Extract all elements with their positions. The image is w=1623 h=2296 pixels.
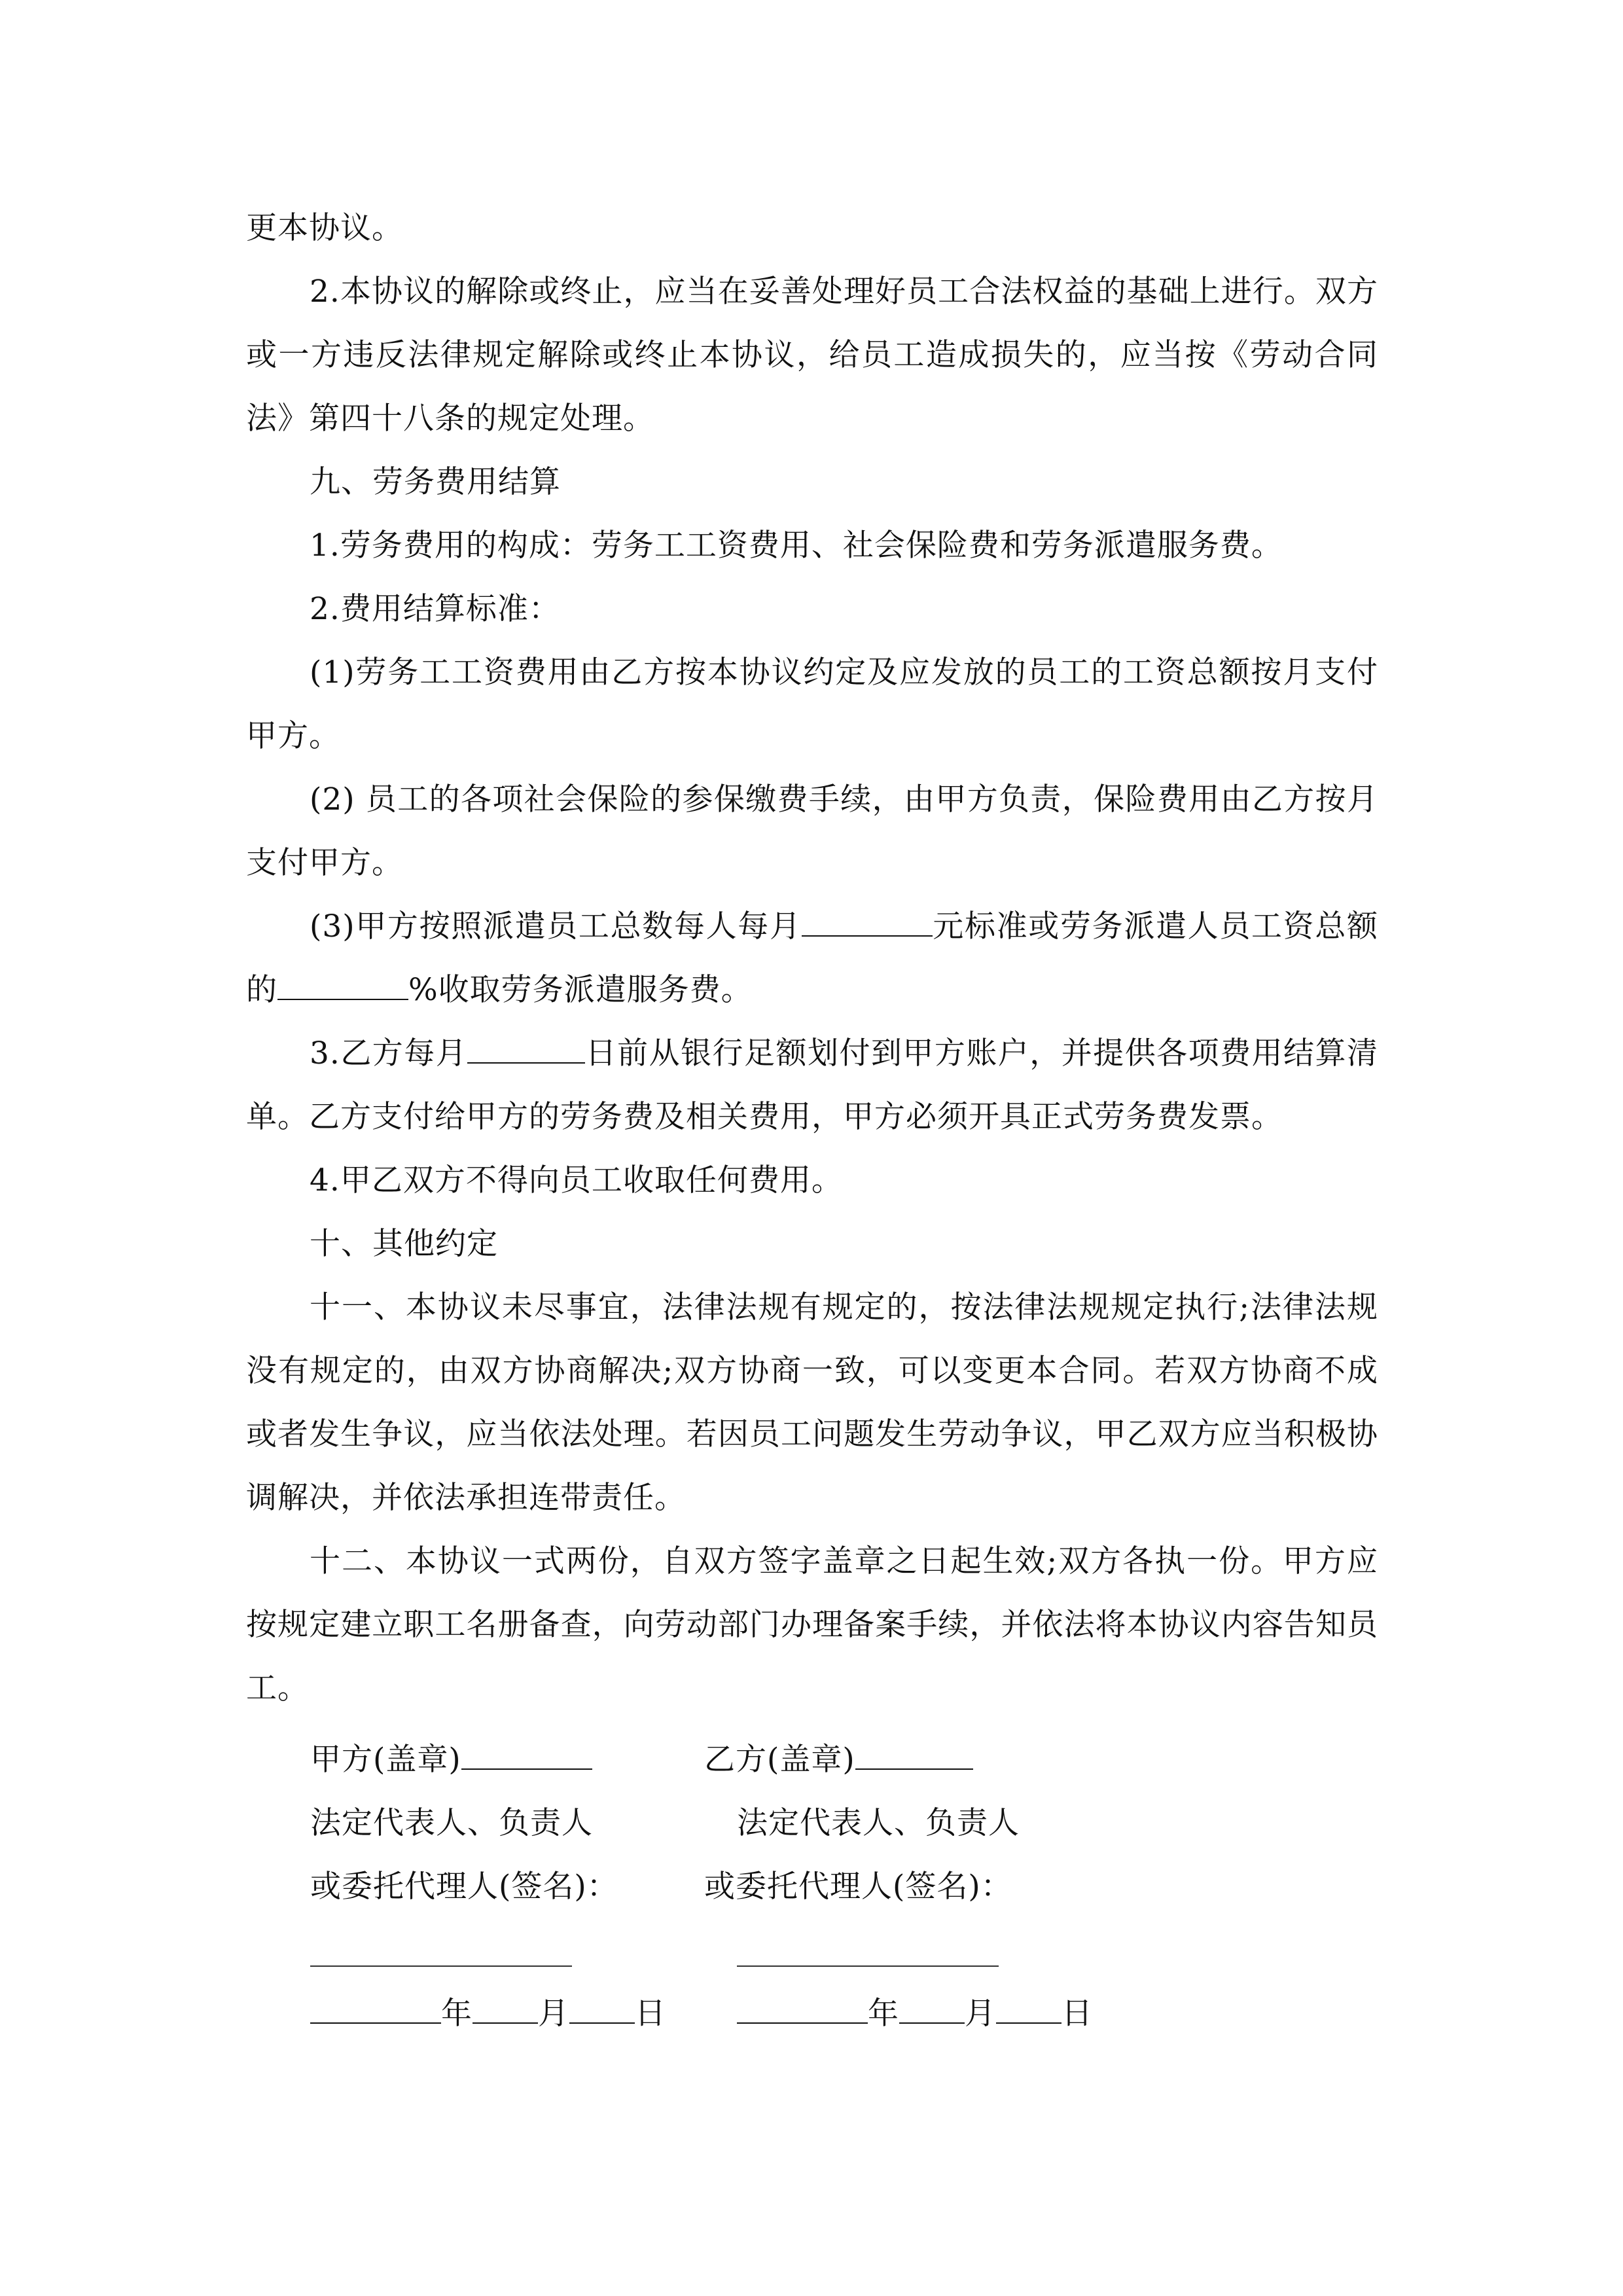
paragraph-social-insurance: (2) 员工的各项社会保险的参保缴费手续，由甲方负责，保险费用由乙方按月支付甲方。 xyxy=(246,781,1378,881)
paragraph-continuation: 更本协议。 xyxy=(246,210,403,246)
party-b-agent-label: 或委托代理人(签名)： xyxy=(704,1869,1012,1905)
party-b-signature-row xyxy=(704,1918,1097,1982)
party-a-signature-line[interactable] xyxy=(310,1965,572,1967)
paragraph-wage-cost: (1)劳务工工资费用由乙方按本协议约定及应发放的员工的工资总额按月支付甲方。 xyxy=(246,655,1378,754)
section-heading-fee-settlement: 九、劳务费用结算 xyxy=(310,464,561,500)
party-b-seal-blank[interactable] xyxy=(855,1738,973,1770)
party-a-agent-label: 或委托代理人(签名)： xyxy=(310,1869,618,1905)
payment-text-1: 3.乙方每月 xyxy=(310,1035,468,1071)
paragraph-clause-twelve: 十二、本协议一式两份，自双方签字盖章之日起生效;双方各执一份。甲方应按规定建立职工名册备查，向劳动部门办理备案手续，并依法将本协议内容告知员工。 xyxy=(246,1543,1378,1706)
party-b-month-label: 月 xyxy=(965,1996,996,2032)
paragraph-no-fees: 4.甲乙双方不得向员工收取任何费用。 xyxy=(310,1162,843,1198)
party-a-signature-row xyxy=(310,1918,677,1982)
party-b-year-label: 年 xyxy=(868,1996,899,2032)
party-a-month-blank[interactable] xyxy=(473,1992,538,2024)
party-a-month-label: 月 xyxy=(538,1996,569,2032)
party-a-day-blank[interactable] xyxy=(569,1992,635,2024)
party-a-rep-label: 法定代表人、负责人 xyxy=(310,1805,593,1841)
party-a-date-row xyxy=(310,1982,677,2045)
service-fee-percent-blank[interactable] xyxy=(277,969,408,1000)
party-b-seal-label: 乙方(盖章) xyxy=(704,1742,855,1778)
party-b-month-blank[interactable] xyxy=(899,1992,965,2024)
signature-block-party-a xyxy=(310,1728,677,2045)
party-b-rep-label: 法定代表人、负责人 xyxy=(737,1805,1020,1841)
paragraph-fee-composition: 1.劳务费用的构成：劳务工工资费用、社会保险费和劳务派遣服务费。 xyxy=(310,528,1283,564)
paragraph-payment-date xyxy=(246,1022,1378,1149)
party-a-seal-row xyxy=(310,1728,677,1791)
service-fee-text-1: (3)甲方按照派遣员工总数每人每月 xyxy=(310,908,802,944)
payment-day-blank[interactable] xyxy=(467,1032,585,1064)
party-a-seal-blank[interactable] xyxy=(461,1738,592,1770)
party-a-day-label: 日 xyxy=(635,1996,666,2032)
service-fee-amount-blank[interactable] xyxy=(802,905,933,937)
section-heading-other: 十、其他约定 xyxy=(310,1226,498,1262)
party-b-seal-row xyxy=(704,1728,1097,1791)
signature-block-party-b xyxy=(704,1728,1097,2045)
paragraph-clause-eleven: 十一、本协议未尽事宜，法律法规有规定的，按法律法规规定执行;法律法规没有规定的，由双方协商解决;双方协商一致，可以变更本合同。若双方协商不成或者发生争议，应当依法处理。若因员工问题发生劳动争议，甲乙双方应当积极协调解决，并依法承担连带责任。 xyxy=(246,1289,1378,1516)
party-b-date-row xyxy=(704,1982,1097,2045)
party-b-day-label: 日 xyxy=(1061,1996,1093,2032)
party-a-seal-label: 甲方(盖章) xyxy=(310,1742,461,1778)
paragraph-settlement-standard: 2.费用结算标准： xyxy=(310,591,560,627)
party-b-day-blank[interactable] xyxy=(996,1992,1061,2024)
paragraph-termination: 2.本协议的解除或终止，应当在妥善处理好员工合法权益的基础上进行。双方或一方违反法律规定解除或终止本协议，给员工造成损失的，应当按《劳动合同法》第四十八条的规定处理。 xyxy=(246,274,1378,437)
party-b-signature-line[interactable] xyxy=(737,1965,999,1967)
party-a-year-blank[interactable] xyxy=(310,1992,441,2024)
agreement-body xyxy=(246,196,1378,1720)
party-b-year-blank[interactable] xyxy=(737,1992,868,2024)
service-fee-text-3: %收取劳务派遣服务费。 xyxy=(408,972,753,1008)
party-a-year-label: 年 xyxy=(441,1996,473,2032)
paragraph-service-fee xyxy=(246,895,1378,1022)
service-fee-text-2: 元标准或劳务派遣人员工资总额的 xyxy=(246,908,1379,1008)
payment-text-2: 日前从银行足额划付到甲方账户，并提供各项费用结算清单。乙方支付给甲方的劳务费及相关费用，甲方必须开具正式劳务费发票。 xyxy=(246,1035,1378,1135)
